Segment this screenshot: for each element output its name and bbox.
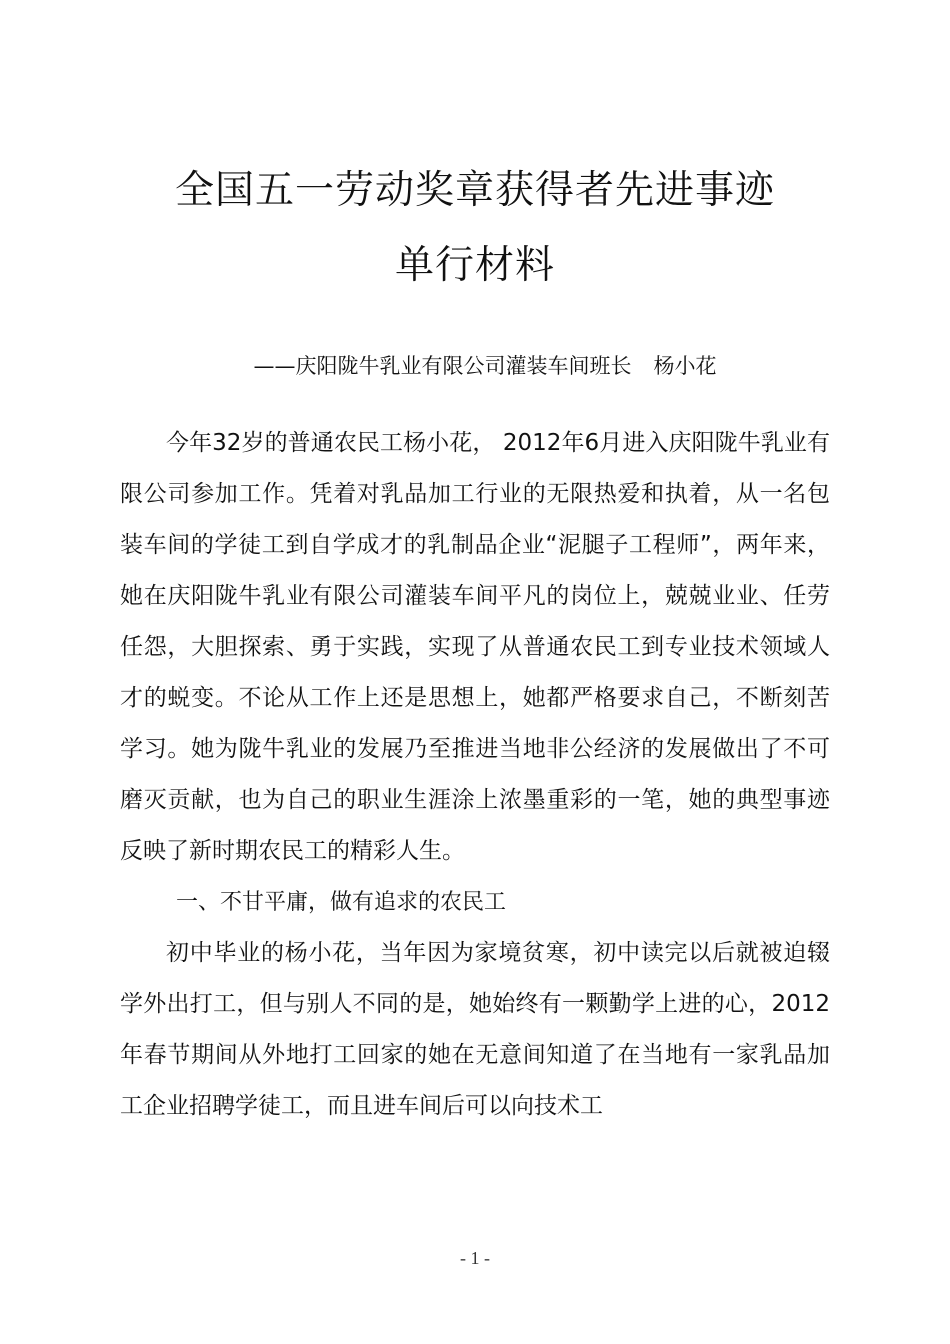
- section-heading: [120, 877, 830, 928]
- document-title-line1: 全国五一劳动奖章获得者先进事迹: [174, 168, 775, 213]
- byline-organization: ——庆阳陇牛乳业有限公司灌装车间班长: [253, 354, 632, 378]
- byline: [0, 356, 950, 377]
- page-number: - 1 -: [460, 1248, 490, 1268]
- body-paragraph-section1: 初中毕业的杨小花，当年因为家境贫寒，初中读完以后就被迫辍学外出打工，但与别人不同的是，她始终有一颗勤学上进的心，2012 年春节期间从外地打工回家的她在无意间知道了在当地有一家乳品加工企业招聘学徒工，而且进车间后可以向技术工: [120, 940, 830, 1119]
- document-body: [120, 418, 830, 1132]
- section-heading-text: 一、不甘平庸，做有追求的农民工: [176, 890, 507, 915]
- byline-author-name: 杨小花: [653, 354, 717, 378]
- body-paragraph-intro: 今年32岁的普通农民工杨小花， 2012年6月进入庆阳陇牛乳业有限公司参加工作。凭着对乳品加工行业的无限热爱和执着，从一名包装车间的学徒工到自学成才的乳制品企业“泥腿子工程师”，两年来，她在庆阳陇牛乳业有限公司灌装车间平凡的岗位上，兢兢业业、任劳任怨，大胆探索、勇于实践，实现了从普通农民工到专业技术领域人才的蜕变。不论从工作上还是思想上，她都严格要求自己，不断刻苦学习。她为陇牛乳业的发展乃至推进当地非公经济的发展做出了不可磨灭贡献，也为自己的职业生涯涂上浓墨重彩的一笔，她的典型事迹反映了新时期农民工的精彩人生。: [120, 430, 830, 864]
- document-title-line2: 单行材料: [394, 243, 555, 288]
